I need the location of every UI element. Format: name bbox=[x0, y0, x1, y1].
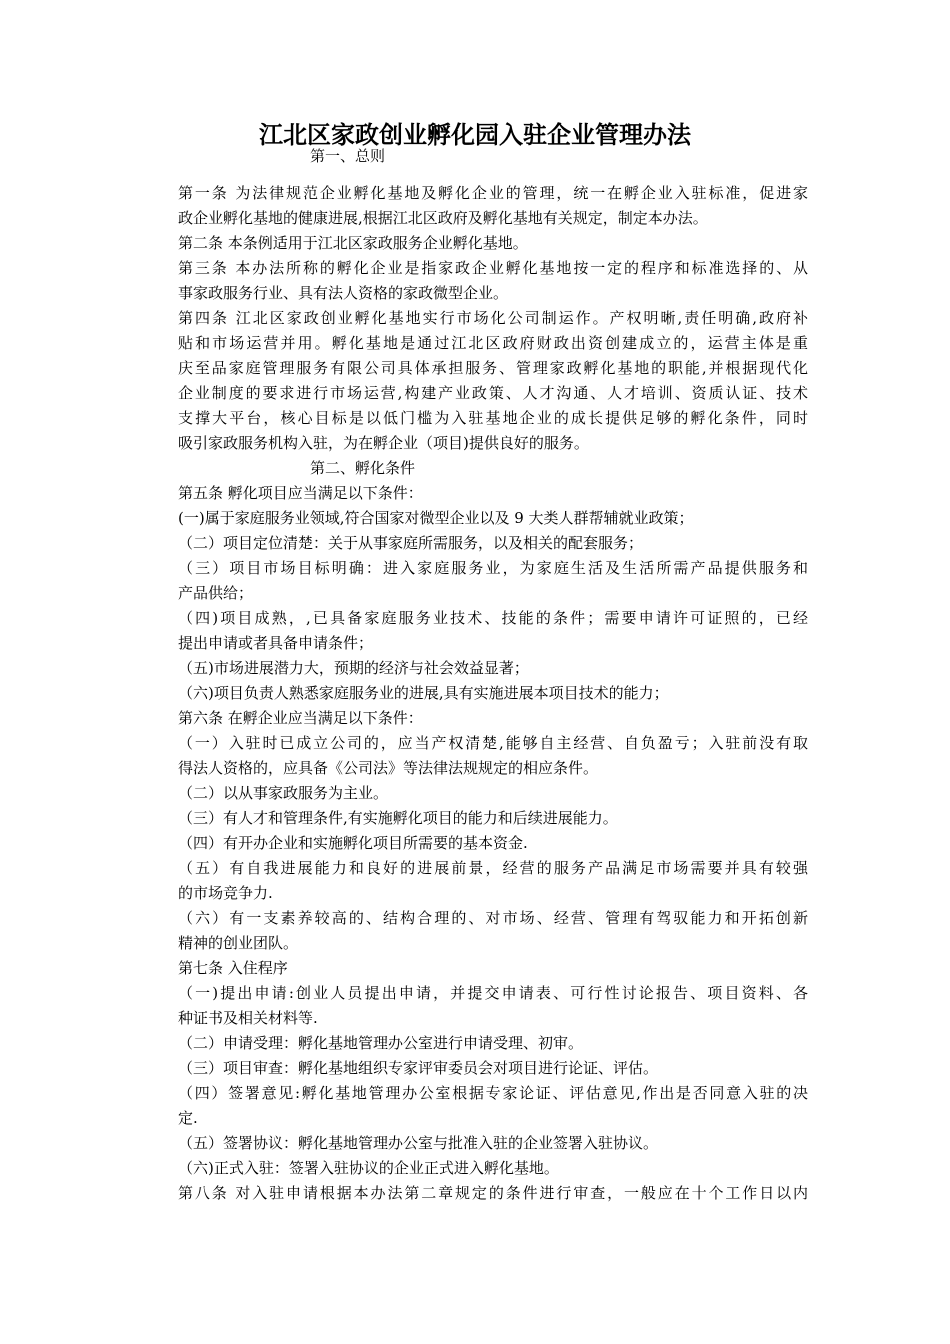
text-line: 吸引家政服务机构入驻，为在孵企业（项目)提供良好的服务。 bbox=[178, 434, 589, 452]
text-line: 贴和市场运营并用。孵化基地是通过江北区政府财政出资创建成立的，运营主体是重 bbox=[178, 334, 808, 352]
text-line: （六)正式入驻：签署入驻协议的企业正式进入孵化基地。 bbox=[178, 1159, 559, 1177]
text-line: 的市场竞争力. bbox=[178, 884, 273, 902]
text-line: 事家政服务行业、具有法人资格的家政微型企业。 bbox=[178, 284, 509, 302]
text-line: （三）项目审查：孵化基地组织专家评审委员会对项目进行论证、评估。 bbox=[178, 1059, 659, 1077]
document-body bbox=[178, 144, 808, 1206]
section-heading: 第一、总则 bbox=[310, 147, 386, 165]
text-line: （三）项目市场目标明确：进入家庭服务业，为家庭生活及生活所需产品提供服务和 bbox=[178, 559, 808, 577]
section-heading: 第二、孵化条件 bbox=[310, 459, 416, 477]
text-line: （二）申请受理：孵化基地管理办公室进行申请受理、初审。 bbox=[178, 1034, 584, 1052]
text-line: （一)提出申请:创业人员提出申请，并提交申请表、可行性讨论报告、项目资料、各 bbox=[178, 984, 808, 1002]
text-line: (一)属于家庭服务业领域,符合国家对微型企业以及 9 大类人群帮辅就业政策； bbox=[178, 509, 694, 527]
text-line: 第八条 对入驻申请根据本办法第二章规定的条件进行审查，一般应在十个工作日以内 bbox=[178, 1184, 808, 1202]
text-line: （二）项目定位清楚：关于从事家庭所需服务，以及相关的配套服务； bbox=[178, 534, 644, 552]
text-line: （四)项目成熟，,已具备家庭服务业技术、技能的条件；需要申请许可证照的，已经 bbox=[178, 609, 808, 627]
text-line: （五）签署协议：孵化基地管理办公室与批准入驻的企业签署入驻协议。 bbox=[178, 1134, 659, 1152]
text-line: 支撑大平台，核心目标是以低门槛为入驻基地企业的成长提供足够的孵化条件，同时 bbox=[178, 409, 808, 427]
text-line: 第二条 本条例适用于江北区家政服务企业孵化基地。 bbox=[178, 234, 528, 252]
text-line: 精神的创业团队。 bbox=[178, 934, 299, 952]
text-line: 企业制度的要求进行市场运营,构建产业政策、人才沟通、人才培训、资质认证、技术 bbox=[178, 384, 808, 402]
text-line: 第七条 入住程序 bbox=[178, 959, 288, 977]
text-line: 产品供给； bbox=[178, 584, 254, 602]
text-line: 第三条 本办法所称的孵化企业是指家政企业孵化基地按一定的程序和标准选择的、从 bbox=[178, 259, 808, 277]
document-title: 江北区家政创业孵化园入驻企业管理办法 bbox=[259, 121, 691, 149]
text-line: 提出申请或者具备申请条件； bbox=[178, 634, 374, 652]
text-line: （四）签署意见:孵化基地管理办公室根据专家论证、评估意见,作出是否同意入驻的决 bbox=[178, 1084, 808, 1102]
text-line: （三）有人才和管理条件,有实施孵化项目的能力和后续进展能力。 bbox=[178, 809, 618, 827]
text-line: 第四条 江北区家政创业孵化基地实行市场化公司制运作。产权明晰,责任明确,政府补 bbox=[178, 309, 808, 327]
paragraph-gap bbox=[178, 169, 808, 181]
text-line: 得法人资格的，应具备《公司法》等法律法规规定的相应条件。 bbox=[178, 759, 599, 777]
text-line: 第五条 孵化项目应当满足以下条件： bbox=[178, 484, 423, 502]
text-line: （六)项目负责人熟悉家庭服务业的进展,具有实施进展本项目技术的能力； bbox=[178, 684, 669, 702]
text-line: 政企业孵化基地的健康进展,根据江北区政府及孵化基地有关规定，制定本办法。 bbox=[178, 209, 708, 227]
text-line: 定. bbox=[178, 1109, 198, 1127]
text-line: 第六条 在孵企业应当满足以下条件： bbox=[178, 709, 423, 727]
text-line: （一）入驻时已成立公司的，应当产权清楚,能够自主经营、自负盈亏；入驻前没有取 bbox=[178, 734, 808, 752]
text-line: 庆至品家庭管理服务有限公司具体承担服务、管理家政孵化基地的职能,并根据现代化 bbox=[178, 359, 808, 377]
text-line: 种证书及相关材料等. bbox=[178, 1009, 318, 1027]
text-line: （五）有自我进展能力和良好的进展前景，经营的服务产品满足市场需要并具有较强 bbox=[178, 859, 808, 877]
text-line: （二）以从事家政服务为主业。 bbox=[178, 784, 389, 802]
text-line: （四）有开办企业和实施孵化项目所需要的基本资金. bbox=[178, 834, 528, 852]
text-line: 第一条 为法律规范企业孵化基地及孵化企业的管理，统一在孵企业入驻标准，促进家 bbox=[178, 184, 808, 202]
text-line: （六）有一支素养较高的、结构合理的、对市场、经营、管理有驾驭能力和开拓创新 bbox=[178, 909, 808, 927]
text-line: （五)市场进展潜力大，预期的经济与社会效益显著； bbox=[178, 659, 529, 677]
